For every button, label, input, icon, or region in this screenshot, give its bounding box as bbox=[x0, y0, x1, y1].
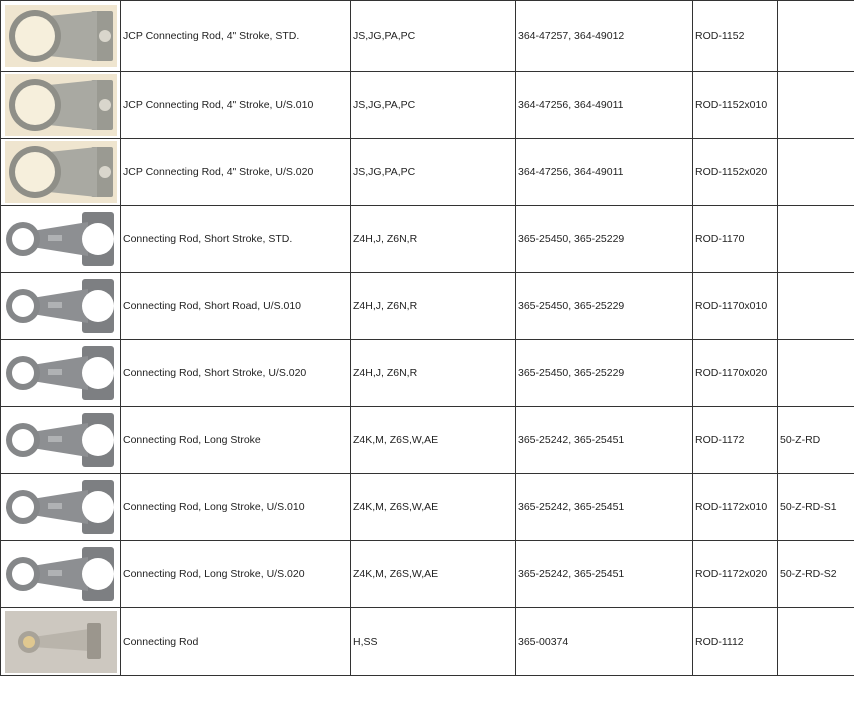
connecting-rod-image bbox=[1, 139, 121, 206]
table-row bbox=[1, 1, 854, 72]
models-cell: Z4H,J, Z6N,R bbox=[351, 340, 516, 407]
table-row bbox=[1, 541, 854, 608]
rod-number-cell: ROD-1170 bbox=[693, 206, 778, 273]
alt-number-cell bbox=[778, 206, 854, 273]
part-numbers-cell: 364-47256, 364-49011 bbox=[516, 139, 693, 206]
models-cell: JS,JG,PA,PC bbox=[351, 1, 516, 72]
description-cell: Connecting Rod, Short Road, U/S.010 bbox=[121, 273, 351, 340]
rod-number-cell: ROD-1112 bbox=[693, 608, 778, 676]
connecting-rod-image bbox=[1, 474, 121, 541]
connecting-rod-image bbox=[1, 273, 121, 340]
rod-number-cell: ROD-1170x020 bbox=[693, 340, 778, 407]
models-cell: Z4K,M, Z6S,W,AE bbox=[351, 541, 516, 608]
alt-number-cell bbox=[778, 72, 854, 139]
description-cell: Connecting Rod, Short Stroke, STD. bbox=[121, 206, 351, 273]
part-numbers-cell: 365-25242, 365-25451 bbox=[516, 474, 693, 541]
part-numbers-cell: 365-25242, 365-25451 bbox=[516, 541, 693, 608]
table-row bbox=[1, 139, 854, 206]
models-cell: JS,JG,PA,PC bbox=[351, 139, 516, 206]
rod-number-cell: ROD-1152x020 bbox=[693, 139, 778, 206]
rod-number-cell: ROD-1152 bbox=[693, 1, 778, 72]
part-numbers-cell: 365-25450, 365-25229 bbox=[516, 340, 693, 407]
connecting-rod-image bbox=[1, 340, 121, 407]
alt-number-cell bbox=[778, 1, 854, 72]
part-numbers-cell: 365-25450, 365-25229 bbox=[516, 273, 693, 340]
table-row bbox=[1, 474, 854, 541]
models-cell: Z4K,M, Z6S,W,AE bbox=[351, 407, 516, 474]
alt-number-cell bbox=[778, 139, 854, 206]
alt-number-cell bbox=[778, 608, 854, 676]
rod-number-cell: ROD-1170x010 bbox=[693, 273, 778, 340]
part-numbers-cell: 365-00374 bbox=[516, 608, 693, 676]
part-numbers-cell: 365-25450, 365-25229 bbox=[516, 206, 693, 273]
part-numbers-cell: 364-47256, 364-49011 bbox=[516, 72, 693, 139]
table-row bbox=[1, 407, 854, 474]
connecting-rod-image bbox=[1, 72, 121, 139]
description-cell: JCP Connecting Rod, 4" Stroke, U/S.020 bbox=[121, 139, 351, 206]
connecting-rod-image bbox=[1, 608, 121, 676]
models-cell: Z4H,J, Z6N,R bbox=[351, 206, 516, 273]
connecting-rod-image bbox=[1, 206, 121, 273]
description-cell: JCP Connecting Rod, 4" Stroke, U/S.010 bbox=[121, 72, 351, 139]
part-numbers-cell: 364-47257, 364-49012 bbox=[516, 1, 693, 72]
connecting-rod-image bbox=[1, 541, 121, 608]
alt-number-cell: 50-Z-RD-S2 bbox=[778, 541, 854, 608]
models-cell: Z4K,M, Z6S,W,AE bbox=[351, 474, 516, 541]
alt-number-cell bbox=[778, 340, 854, 407]
description-cell: JCP Connecting Rod, 4" Stroke, STD. bbox=[121, 1, 351, 72]
rod-number-cell: ROD-1172x020 bbox=[693, 541, 778, 608]
models-cell: H,SS bbox=[351, 608, 516, 676]
alt-number-cell: 50-Z-RD bbox=[778, 407, 854, 474]
rod-number-cell: ROD-1172 bbox=[693, 407, 778, 474]
description-cell: Connecting Rod, Long Stroke bbox=[121, 407, 351, 474]
table-row bbox=[1, 608, 854, 676]
connecting-rod-image bbox=[1, 407, 121, 474]
description-cell: Connecting Rod, Long Stroke, U/S.020 bbox=[121, 541, 351, 608]
description-cell: Connecting Rod, Short Stroke, U/S.020 bbox=[121, 340, 351, 407]
description-cell: Connecting Rod bbox=[121, 608, 351, 676]
table-row bbox=[1, 273, 854, 340]
models-cell: Z4H,J, Z6N,R bbox=[351, 273, 516, 340]
description-cell: Connecting Rod, Long Stroke, U/S.010 bbox=[121, 474, 351, 541]
table-row bbox=[1, 72, 854, 139]
connecting-rod-image bbox=[1, 1, 121, 72]
part-numbers-cell: 365-25242, 365-25451 bbox=[516, 407, 693, 474]
table-row bbox=[1, 206, 854, 273]
table-row bbox=[1, 340, 854, 407]
rod-number-cell: ROD-1152x010 bbox=[693, 72, 778, 139]
rod-number-cell: ROD-1172x010 bbox=[693, 474, 778, 541]
alt-number-cell bbox=[778, 273, 854, 340]
alt-number-cell: 50-Z-RD-S1 bbox=[778, 474, 854, 541]
parts-table-body bbox=[1, 1, 854, 676]
models-cell: JS,JG,PA,PC bbox=[351, 72, 516, 139]
